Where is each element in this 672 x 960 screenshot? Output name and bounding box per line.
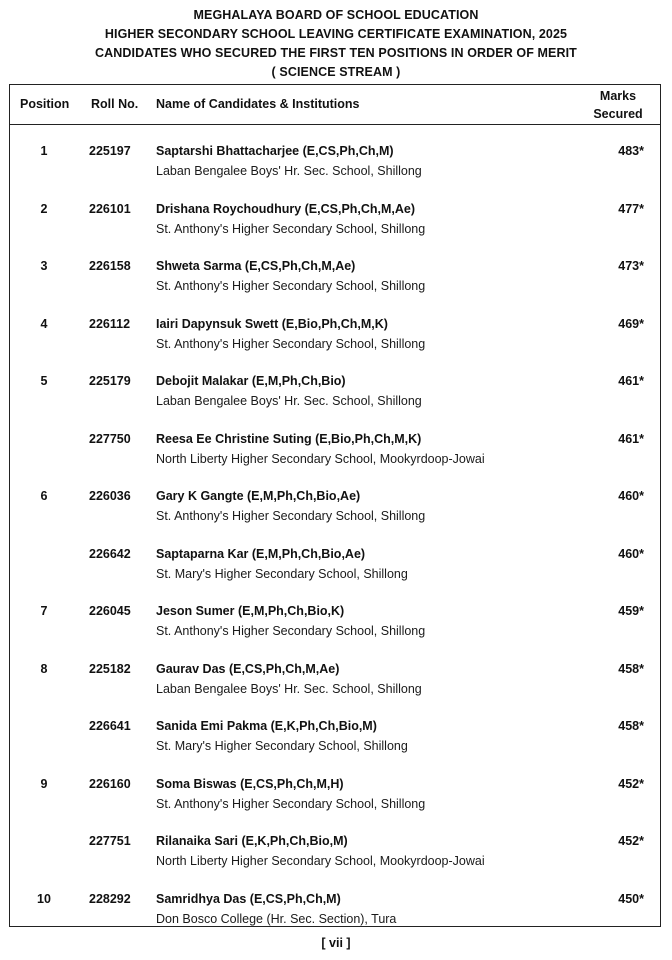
candidate-name: Drishana Roychoudhury (E,CS,Ph,Ch,M,Ae) — [156, 201, 416, 216]
table-row — [10, 482, 660, 540]
column-header-marks-line1: Marks — [599, 89, 637, 103]
candidate-name: Gaurav Das (E,CS,Ph,Ch,M,Ae) — [156, 661, 340, 676]
candidate-name: Sanida Emi Pakma (E,K,Ph,Ch,Bio,M) — [156, 719, 377, 733]
roll-cell: 226641 — [89, 719, 131, 733]
marks-cell: 458* — [618, 719, 644, 733]
table-row — [10, 252, 660, 310]
position-cell: 10 — [37, 891, 51, 906]
candidate-name: Saptaparna Kar (E,M,Ph,Ch,Bio,Ae) — [156, 546, 366, 561]
table-body — [10, 137, 660, 942]
table-row — [10, 655, 660, 713]
institution-name: St. Anthony's Higher Secondary School, Shillong — [156, 509, 426, 523]
table-row — [10, 425, 660, 483]
position-cell: 3 — [40, 259, 48, 273]
institution-name: St. Mary's Higher Secondary School, Shillong — [156, 566, 408, 581]
candidate-name: Samridhya Das (E,CS,Ph,Ch,M) — [156, 891, 341, 906]
marks-cell: 461* — [618, 431, 644, 446]
table-row — [10, 137, 660, 195]
table-row — [10, 310, 660, 368]
institution-name: St. Mary's Higher Secondary School, Shillong — [156, 739, 408, 753]
roll-cell: 225182 — [89, 661, 131, 676]
institution-name: St. Anthony's Higher Secondary School, Shillong — [156, 796, 426, 811]
position-cell: 7 — [40, 604, 48, 618]
position-cell: 1 — [40, 144, 48, 158]
candidate-name: Shweta Sarma (E,CS,Ph,Ch,M,Ae) — [156, 259, 356, 273]
merit-list-title: CANDIDATES WHO SECURED THE FIRST TEN POSITIONS IN ORDER OF MERIT — [95, 46, 577, 60]
document-header — [0, 6, 672, 82]
table-header — [10, 85, 660, 125]
institution-name: Laban Bengalee Boys' Hr. Sec. School, Shillong — [156, 681, 422, 696]
institution-name: Laban Bengalee Boys' Hr. Sec. School, Shillong — [156, 164, 422, 178]
position-cell: 5 — [40, 374, 48, 388]
marks-cell: 460* — [618, 489, 644, 503]
table-row — [10, 770, 660, 828]
marks-cell: 452* — [618, 776, 644, 791]
stream-title: ( SCIENCE STREAM ) — [271, 65, 401, 79]
table-row — [10, 712, 660, 770]
roll-cell: 226036 — [89, 489, 131, 503]
column-header-roll: Roll No. — [91, 97, 139, 111]
table-row — [10, 540, 660, 598]
candidate-name: Iairi Dapynsuk Swett (E,Bio,Ph,Ch,M,K) — [156, 316, 388, 331]
roll-cell: 226158 — [89, 259, 131, 273]
institution-name: North Liberty Higher Secondary School, Mookyrdoop-Jowai — [156, 854, 485, 868]
candidate-name: Soma Biswas (E,CS,Ph,Ch,M,H) — [156, 776, 344, 791]
institution-name: Laban Bengalee Boys' Hr. Sec. School, Shillong — [156, 394, 422, 408]
roll-cell: 226160 — [89, 776, 131, 791]
position-cell: 2 — [40, 201, 48, 216]
marks-cell: 452* — [618, 834, 644, 848]
exam-title: HIGHER SECONDARY SCHOOL LEAVING CERTIFICATE EXAMINATION, 2025 — [104, 27, 568, 41]
board-title: MEGHALAYA BOARD OF SCHOOL EDUCATION — [193, 8, 479, 22]
roll-cell: 226101 — [89, 201, 131, 216]
institution-name: North Liberty Higher Secondary School, Mookyrdoop-Jowai — [156, 451, 485, 466]
marks-cell: 469* — [618, 316, 644, 331]
marks-cell: 458* — [618, 661, 644, 676]
institution-name: St. Anthony's Higher Secondary School, Shillong — [156, 624, 426, 638]
roll-cell: 227751 — [89, 834, 131, 848]
candidate-name: Rilanaika Sari (E,K,Ph,Ch,Bio,M) — [156, 834, 348, 848]
institution-name: St. Anthony's Higher Secondary School, Shillong — [156, 221, 426, 236]
column-header-marks-line2: Secured — [593, 107, 643, 121]
column-header-position: Position — [20, 97, 70, 111]
roll-cell: 225197 — [89, 144, 131, 158]
position-cell: 6 — [40, 489, 48, 503]
position-cell: 8 — [40, 661, 48, 676]
position-cell: 9 — [40, 776, 48, 791]
marks-cell: 461* — [618, 374, 644, 388]
marks-cell: 483* — [618, 144, 644, 158]
roll-cell: 226112 — [89, 316, 131, 331]
column-header-name: Name of Candidates & Institutions — [156, 97, 360, 111]
institution-name: Don Bosco College (Hr. Sec. Section), Tura — [156, 911, 397, 926]
roll-cell: 228292 — [89, 891, 131, 906]
institution-name: St. Anthony's Higher Secondary School, Shillong — [156, 279, 426, 293]
position-cell: 4 — [40, 316, 48, 331]
marks-cell: 459* — [618, 604, 644, 618]
marks-cell: 450* — [618, 891, 644, 906]
table-row — [10, 195, 660, 253]
roll-cell: 226642 — [89, 546, 131, 561]
table-row — [10, 597, 660, 655]
column-header-marks — [588, 87, 648, 123]
marks-cell: 477* — [618, 201, 644, 216]
candidate-name: Reesa Ee Christine Suting (E,Bio,Ph,Ch,M,K) — [156, 431, 422, 446]
candidate-name: Saptarshi Bhattacharjee (E,CS,Ph,Ch,M) — [156, 144, 394, 158]
marks-cell: 473* — [618, 259, 644, 273]
roll-cell: 225179 — [89, 374, 131, 388]
table-row — [10, 885, 660, 943]
candidate-name: Gary K Gangte (E,M,Ph,Ch,Bio,Ae) — [156, 489, 361, 503]
table-row — [10, 827, 660, 885]
candidate-name: Debojit Malakar (E,M,Ph,Ch,Bio) — [156, 374, 346, 388]
institution-name: St. Anthony's Higher Secondary School, Shillong — [156, 336, 426, 351]
candidate-name: Jeson Sumer (E,M,Ph,Ch,Bio,K) — [156, 604, 345, 618]
page-number: [ vii ] — [321, 936, 351, 950]
table-row — [10, 367, 660, 425]
roll-cell: 227750 — [89, 431, 131, 446]
merit-table — [9, 84, 661, 927]
marks-cell: 460* — [618, 546, 644, 561]
roll-cell: 226045 — [89, 604, 131, 618]
